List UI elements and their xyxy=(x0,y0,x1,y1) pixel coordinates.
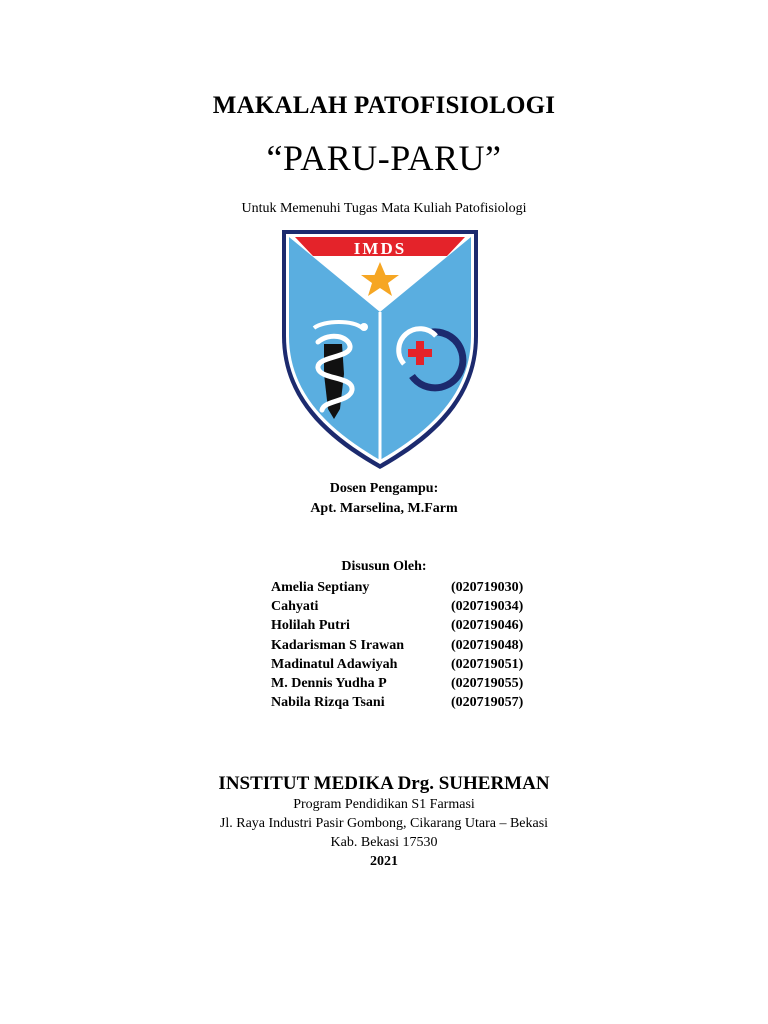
author-row xyxy=(271,674,551,693)
author-row xyxy=(271,597,551,616)
author-row xyxy=(271,578,551,597)
author-row xyxy=(271,616,551,635)
author-row xyxy=(271,636,551,655)
institution-program: Program Pendidikan S1 Farmasi xyxy=(293,797,475,812)
author-row xyxy=(271,655,551,674)
author-name: Amelia Septiany xyxy=(271,580,370,595)
author-name: Cahyati xyxy=(271,599,319,615)
document-year: 2021 xyxy=(370,854,398,869)
imds-logo xyxy=(264,224,496,474)
author-nim: (020719046) xyxy=(451,618,524,634)
author-nim: (020719057) xyxy=(451,695,524,711)
document-title: MAKALAH PATOFISIOLOGI xyxy=(212,92,556,119)
institution-name: INSTITUT MEDIKA Drg. SUHERMAN xyxy=(218,773,550,794)
disusun-label: Disusun Oleh: xyxy=(341,559,427,574)
author-nim: (020719030) xyxy=(451,580,524,595)
author-name: Nabila Rizqa Tsani xyxy=(271,695,385,711)
author-name: M. Dennis Yudha P xyxy=(271,675,387,691)
author-row xyxy=(271,693,551,712)
dosen-label: Dosen Pengampu: xyxy=(329,481,439,496)
logo-text: IMDS xyxy=(353,239,407,258)
institution-address-line2: Kab. Bekasi 17530 xyxy=(330,835,438,850)
dosen-name: Apt. Marselina, M.Farm xyxy=(310,501,458,516)
author-nim: (020719055) xyxy=(451,675,524,691)
author-nim: (020719048) xyxy=(451,637,524,653)
author-name: Kadarisman S Irawan xyxy=(271,637,405,653)
author-name: Holilah Putri xyxy=(271,618,350,634)
institution-address-line1: Jl. Raya Industri Pasir Gombong, Cikarang Utara – Bekasi xyxy=(219,816,549,831)
author-name: Madinatul Adawiyah xyxy=(271,656,398,672)
author-list xyxy=(271,578,551,712)
author-nim: (020719034) xyxy=(451,599,524,615)
author-nim: (020719051) xyxy=(451,656,524,672)
document-subtitle: “PARU-PARU” xyxy=(266,138,502,178)
document-purpose: Untuk Memenuhi Tugas Mata Kuliah Patofisiologi xyxy=(241,201,527,216)
